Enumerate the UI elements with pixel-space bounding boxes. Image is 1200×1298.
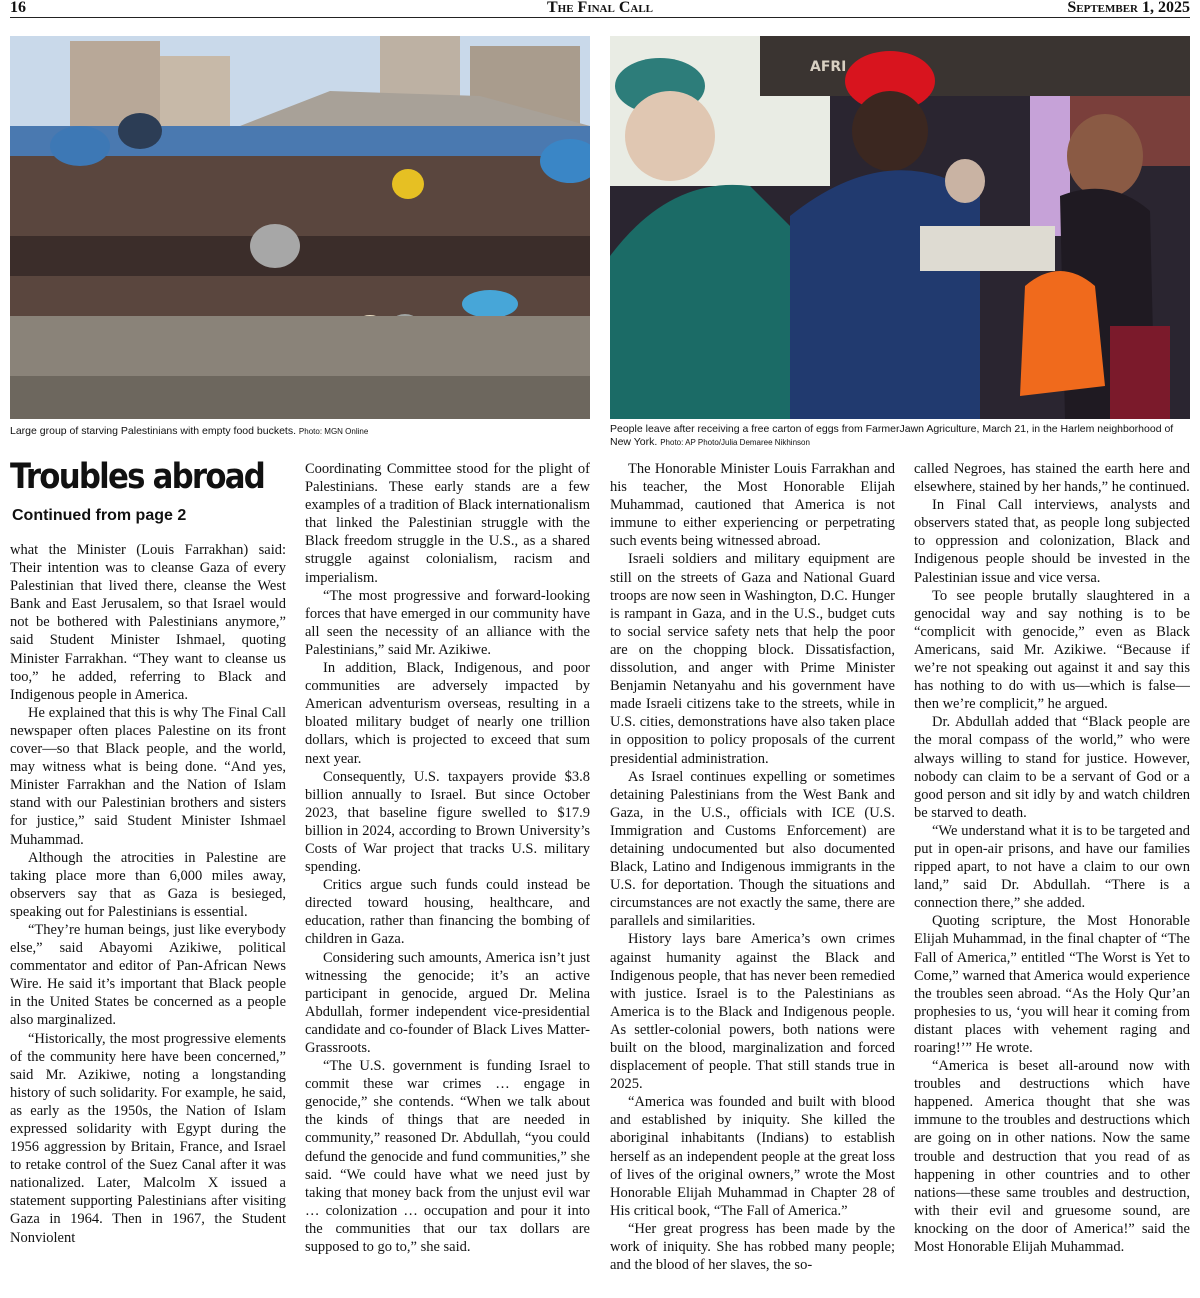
page-number: 16 — [10, 0, 26, 16]
right-photo-credit: Photo: AP Photo/Julia Demaree Nikhinson — [660, 438, 810, 447]
paragraph: “Her great progress has been made by the work of iniquity. She has robbed many people; and the blood of her slaves, the so- — [610, 1220, 895, 1274]
paragraph: what the Minister (Louis Farrakhan) said: Their intention was to cleanse Gaza of every Palestinian that lived there, cleanse the West Bank and East Jerusalem, so that Israel would not be bothered with Palestinians anymore,” said Student Minister Ishmael, quoting Minister Farrakhan. “They want to cleanse us too,” he added, referring to Black and Indigenous people in America. — [10, 542, 286, 703]
paragraph: “We understand what it is to be targeted and put in open-air prisons, and have our families ripped apart, to not have a claim to our own land,” said Dr. Abdullah. “There is a connection there,” she added. — [914, 822, 1190, 912]
newspaper-name: The Final Call — [546, 0, 654, 16]
paragraph: Critics argue such funds could instead be directed toward housing, healthcare, and education, rather than financing the bombing of children in Gaza. — [305, 877, 590, 948]
article-column-3 — [610, 460, 895, 1290]
paragraph: Israeli soldiers and military equipment are still on the streets of Gaza and National Guard troops are now seen in Washington, D.C. Hunger is rampant in Gaza, and in the U.S., budget cuts to social service safety nets that help the poor are on the chopping block. Dissatisfaction, dissolution, and anger with Prime Minister Benjamin Netanyahu and his government have made Israeli citizens take to the streets, while in U.S. cities, demonstrations have also taken place in opposition to policy proposals of the current presidential administration. — [610, 551, 895, 767]
paragraph: “America was founded and built with blood and established by iniquity. She killed the aboriginal inhabitants (Indians) to establish herself as an independent people at the great loss of lives of the original owners,” wrote the Most Honorable Elijah Muhammad in Chapter 28 of His critical book, “The Fall of America.” — [610, 1094, 895, 1219]
paragraph: To see people brutally slaughtered in a genocidal way and say nothing is to be “complicit with genocide,” even as Black Americans, said Mr. Azikiwe. “Because if we’re not speaking out against it and say this has nothing to do with us—which is false—then we’re complicit,” he argued. — [914, 587, 1190, 713]
page-header — [10, 0, 1190, 18]
paragraph: called Negroes, has stained the earth here and elsewhere, stained by her hands,” he continued. — [914, 461, 1190, 496]
article-headline: Troubles abroad — [10, 457, 265, 497]
paragraph: As Israel continues expelling or sometimes detaining Palestinians from the West Bank and Gaza, in the U.S., officials with ICE (U.S. Immigration and Customs Enforcement) are detaining undocumented but also documented Black, Latino and Indigenous immigrants in the U.S. for deportation. Though the situations and circumstances are not exactly the same, there are parallels and similarities. — [610, 768, 895, 930]
paragraph: Although the atrocities in Palestine are taking place more than 6,000 miles away, observers say that as Gaza is besieged, speaking out for Palestinians is essential. — [10, 849, 286, 920]
paragraph: Consequently, U.S. taxpayers provide $3.8 billion annually to Israel. But since October 2023, that baseline figure swelled to $17.9 billion in 2024, according to Brown University’s Costs of War project that tracks U.S. military spending. — [305, 768, 590, 876]
paragraph: “Historically, the most progressive elements of the community here have been concerned,” said Mr. Azikiwe, noting a longstanding history of such solidarity. For example, he said, as early as the 1950s, the Nation of Islam expressed solidarity with Egypt during the 1956 aggression by Britain, France, and Israel to retake control of the Suez Canal after it was nationalized. Later, Malcolm X issued a statement supporting Palestinians after visiting Gaza in 1964. Then in 1967, the Student Nonviolent — [10, 1030, 286, 1246]
paragraph: Coordinating Committee stood for the plight of Palestinians. These early stands are a few examples of a tradition of Black internationalism that linked the Palestinian struggle with the Black freedom struggle in the U.S., as a shared struggle against colonialism, racism and imperialism. — [305, 461, 590, 586]
paragraph: The Honorable Minister Louis Farrakhan and his teacher, the Most Honorable Elijah Muhammad, cautioned that America is not immune to either experiencing or perpetrating such events being witnessed abroad. — [610, 461, 895, 550]
paragraph: He explained that this is why The Final Call newspaper often places Palestine on its front cover—so that Black people, and the world, may witness what is being done. “And yes, Minister Farrakhan and the Nation of Islam stand with our Palestinian brothers and sisters for justice,” said Student Minister Ishmael Muhammad. — [10, 704, 286, 848]
paragraph: “The most progressive and forward-looking forces that have emerged in our community have all seen the necessity of an alliance with the Palestinians,” said Mr. Azikiwe. — [305, 587, 590, 658]
article-column-4 — [914, 460, 1190, 1290]
issue-date: September 1, 2025 — [1067, 0, 1190, 16]
paragraph: “America is beset all-around now with troubles and destructions which have happened. America thought that she was immune to the troubles and destructions which are going on in other nations. Now the same trouble and destruction that you read of as happening in other countries and to other nations—these same troubles and destruction, with their evil and gruesome sound, are knocking on the door of America!” said the Most Honorable Elijah Muhammad. — [914, 1058, 1190, 1256]
paragraph: In addition, Black, Indigenous, and poor communities are adversely impacted by American adventurism overseas, resulting in a bloated military budget of nearly one trillion dollars, which is projected to exceed that sum next year. — [305, 660, 590, 767]
article-column-1 — [10, 541, 286, 1291]
left-caption-text: Large group of starving Palestinians with empty food buckets. — [10, 425, 296, 437]
paragraph: Dr. Abdullah added that “Black people are the moral compass of the world,” who were always willing to stand for justice. However, nobody can claim to be a servant of God or a good person and sit idly by and watch children be starved to death. — [914, 714, 1190, 821]
paragraph: In Final Call interviews, analysts and observers stated that, as people long subjected to oppression and colonization, Black and Indigenous people should be invested in the Palestinian issue and vice versa. — [914, 497, 1190, 586]
right-photo-caption — [610, 423, 1190, 449]
left-photo-credit: Photo: MGN Online — [298, 427, 369, 436]
paragraph: “The U.S. government is funding Israel to commit these war crimes … engage in genocide,” she contends. “When we talk about the kinds of things that are needed in community,” reasoned Dr. Abdullah, “you could defund the genocide and fund communities,” she said. “We could have what we need just by taking that money back from the unjust evil war … colonization … occupation and pour it into the communities that our tax dollars are supposed to go to,” she said. — [305, 1058, 590, 1256]
harlem-eggs-photo — [610, 36, 1190, 419]
gaza-food-line-photo — [10, 36, 590, 419]
article-column-2 — [305, 460, 590, 1290]
right-caption-text: People leave after receiving a free carton of eggs from FarmerJawn Agriculture, March 21, in the Harlem neighborhood of New York. — [610, 423, 1174, 448]
paragraph: Quoting scripture, the Most Honorable Elijah Muhammad, in the final chapter of “The Fall of America,” entitled “The Worst is Yet to Come,” warned that America would experience the troubles seen abroad. “As the Holy Qur’an prophesies to us, ‘you will hear it coming from distant places with vehement raging and roaring!’” He wrote. — [914, 913, 1190, 1056]
paragraph: History lays bare America’s own crimes against humanity against the Black and Indigenous people, that has never been remedied with justice. Israel is to the Palestinians as America is to the Black and Indigenous people. As settler-colonial powers, both nations were built on the blood, marginalization and forced displacement of people. That still stands true in 2025. — [610, 931, 895, 1093]
left-photo-caption — [10, 425, 590, 438]
continued-from-label: Continued from page 2 — [12, 507, 187, 524]
paragraph: “They’re human beings, just like everybody else,” said Abayomi Azikiwe, political commentator and editor of Pan-African News Wire. He said it’s important that Black people in the United States be concerned as a people also marginalized. — [10, 921, 286, 1029]
paragraph: Considering such amounts, America isn’t just witnessing the genocide; it’s an active participant in genocide, argued Dr. Melina Abdullah, former independent vice-presidential candidate and co-founder of Black Lives Matter-Grassroots. — [305, 949, 590, 1056]
storefront-sign: AFRI — [810, 59, 847, 75]
